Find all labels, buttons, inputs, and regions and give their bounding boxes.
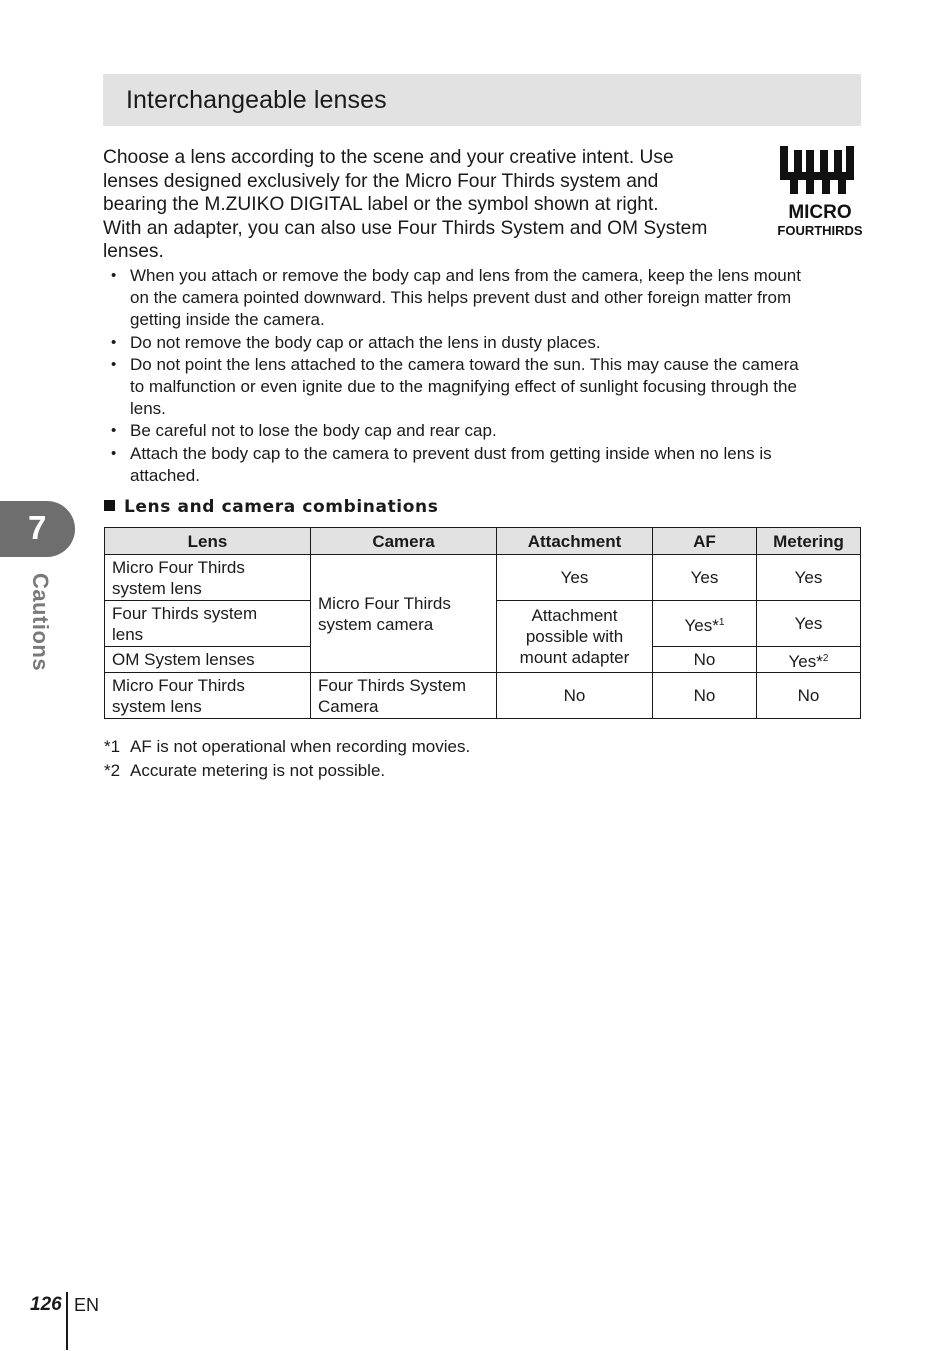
intro-paragraph [103,146,753,264]
table-row [105,673,861,719]
bullet-line: lens. [130,399,166,419]
bullet-line: Do not remove the body cap or attach the lens in dusty places. [130,332,601,352]
cell-metering: Yes [757,555,861,601]
header-attachment: Attachment [497,528,653,555]
cell-af [653,601,757,647]
footnotes [104,735,470,782]
section-title: Interchangeable lenses [126,86,387,114]
cell-attachment: No [497,673,653,719]
bullet-line: Attach the body cap to the camera to prevent dust from getting inside when no lens is [130,443,772,463]
footnote-mark: *1 [104,737,121,756]
logo-word-fourthirds: FOURTHIRDS [777,223,863,238]
cell-camera-merged [311,555,497,673]
cell-line: possible with [525,627,624,646]
footer-divider [66,1292,68,1350]
combinations-heading-text: Lens and camera combinations [124,497,439,517]
cell-lens [105,673,311,719]
micro-four-thirds-logo [776,142,864,238]
bullet-line: Be careful not to lose the body cap and rear cap. [130,421,497,441]
precaution-list [104,265,864,487]
chapter-number: 7 [28,509,47,546]
intro-line: lenses designed exclusively for the Micro Four Thirds system and [103,170,659,192]
cell-af: Yes [653,555,757,601]
intro-line: Choose a lens according to the scene and your creative intent. Use [103,147,674,168]
cell-line: Micro Four Thirds [318,593,451,613]
cell-line: Four Thirds system [112,603,258,623]
cell-line: lens [112,624,144,644]
page-number: 126 [30,1294,62,1315]
bullet-dot: • [111,333,117,351]
footnote [104,735,470,759]
cell-metering: No [757,673,861,719]
bullet-dot: • [111,444,117,462]
list-item [104,420,864,442]
chapter-label [25,572,55,672]
cell-lens [105,555,311,601]
cell-line: Attachment [531,606,618,625]
cell-metering [757,647,861,673]
header-metering: Metering [757,528,861,555]
cell-line: Micro Four Thirds [112,675,245,695]
cell-line: system lens [112,578,202,598]
cell-lens: OM System lenses [105,647,311,673]
list-item [104,354,864,421]
cell-line: Four Thirds System [318,675,467,695]
intro-line: With an adapter, you can also use Four Thirds System and OM System [103,217,708,239]
footnote-mark: *2 [104,760,121,780]
bullet-line: When you attach or remove the body cap and lens from the camera, keep the lens mount [130,266,801,285]
list-item [104,332,864,354]
cell-line: Micro Four Thirds [112,557,245,577]
bullet-line: attached. [130,465,200,485]
cell-metering: Yes [757,601,861,647]
cell-af: No [653,673,757,719]
bullet-dot: • [111,422,117,440]
bullet-line: Do not point the lens attached to the camera toward the sun. This may cause the camera [130,354,799,374]
bullet-line: on the camera pointed downward. This helps prevent dust and other foreign matter from [130,288,792,308]
cell-line: mount adapter [519,648,630,667]
footnote [104,759,470,783]
chapter-tab [0,501,75,557]
logo-word-micro: MICRO [788,202,852,223]
footnote-ref: 2 [822,652,829,664]
cell-value: Yes* [788,651,823,671]
header-af: AF [653,528,757,555]
cell-attachment-merged [497,601,653,673]
combinations-table [104,527,861,719]
combinations-heading [104,497,438,517]
bullet-line: to malfunction or even ignite due to the magnifying effect of sunlight focusing through the [130,377,797,397]
language-code: EN [74,1295,100,1315]
cell-value: Yes* [684,615,719,635]
list-item [104,265,864,332]
cell-line: Camera [318,696,379,716]
square-bullet-icon [104,500,115,511]
table-header-row [105,528,861,555]
cell-line: system lens [112,696,202,716]
header-lens: Lens [105,528,311,555]
list-item [104,443,864,487]
section-header [103,74,861,126]
bullet-dot: • [111,355,117,373]
footnote-text: Accurate metering is not possible. [130,760,386,780]
chapter-label-text: Cautions [28,572,53,672]
cell-attachment: Yes [497,555,653,601]
intro-line: bearing the M.ZUIKO DIGITAL label or the symbol shown at right. [103,194,659,215]
cell-af: No [653,647,757,673]
bullet-dot: • [111,267,117,284]
cell-lens [105,601,311,647]
cell-line: system camera [318,614,434,634]
bullet-line: getting inside the camera. [130,310,325,330]
intro-line: lenses. [103,241,164,262]
footnote-ref: 1 [718,616,725,628]
table-row [105,555,861,601]
header-camera: Camera [311,528,497,555]
footnote-text: AF is not operational when recording movies. [130,737,471,756]
cell-camera [311,673,497,719]
